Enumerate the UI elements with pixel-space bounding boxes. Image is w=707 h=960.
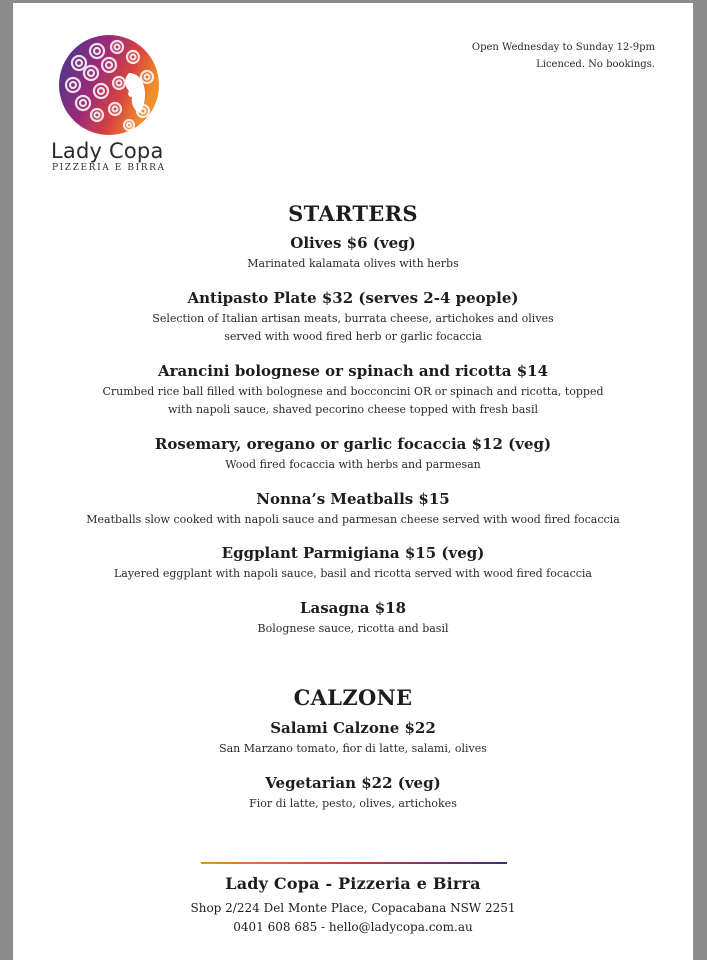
menu-item <box>13 718 693 758</box>
menu-item-desc: Marinated kalamata olives with herbs <box>247 257 459 270</box>
menu-item <box>13 598 693 638</box>
menu-item <box>13 489 693 529</box>
menu-item-title: Antipasto Plate $32 (serves 2-4 people) <box>187 289 519 307</box>
menu-item-desc: Meatballs slow cooked with napoli sauce and parmesan cheese served with wood fired focaccia <box>86 513 620 526</box>
menu-item-desc <box>13 383 693 419</box>
menu-item <box>13 288 693 346</box>
menu-item-desc: Layered eggplant with napoli sauce, basil and ricotta served with wood fired focaccia <box>113 567 592 580</box>
menu-item-desc: Wood fired focaccia with herbs and parmesan <box>225 458 481 471</box>
calzone-heading: CALZONE <box>293 685 413 710</box>
footer-contact[interactable]: 0401 608 685 - hello@ladycopa.com.au <box>233 920 473 934</box>
footer-divider <box>201 862 507 864</box>
menu-item-title: Arancini bolognese or spinach and ricotta $14 <box>158 362 548 380</box>
menu-item <box>13 773 693 813</box>
swirl-circle-logo-icon <box>57 33 161 137</box>
brand-subtitle: PIZZERIA E BIRRA <box>52 163 166 173</box>
opening-hours: Open Wednesday to Sunday 12-9pm <box>471 42 655 53</box>
menu-item-title: Olives $6 (veg) <box>290 234 416 252</box>
footer <box>13 874 693 937</box>
menu-item <box>13 543 693 583</box>
menu-item-title: Nonna’s Meatballs $15 <box>256 490 450 508</box>
menu-item-desc: San Marzano tomato, fior di latte, salami, olives <box>219 742 487 755</box>
menu-item-desc-line: Crumbed rice ball filled with bolognese and bocconcini OR or spinach and ricotta, topped <box>102 385 604 398</box>
starters-heading: STARTERS <box>288 201 418 226</box>
menu-item <box>13 434 693 474</box>
footer-address: Shop 2/224 Del Monte Place, Copacabana NSW 2251 <box>190 901 516 915</box>
footer-name: Lady Copa - Pizzeria e Birra <box>225 874 481 893</box>
menu-item-title: Lasagna $18 <box>299 599 407 617</box>
menu-item-desc: Fior di latte, pesto, olives, artichokes <box>249 797 457 810</box>
menu-item-desc-line: Selection of Italian artisan meats, burrata cheese, artichokes and olives <box>152 312 554 325</box>
brand-logo <box>51 33 191 173</box>
menu-item <box>13 361 693 419</box>
licence-note: Licenced. No bookings. <box>536 59 655 70</box>
menu-item-title: Rosemary, oregano or garlic focaccia $12 (veg) <box>154 435 552 453</box>
brand-name: Lady Copa <box>51 139 164 163</box>
menu-item <box>13 233 693 273</box>
menu-item-desc-line: served with wood fired herb or garlic focaccia <box>224 330 482 343</box>
menu-item-title: Eggplant Parmigiana $15 (veg) <box>221 544 485 562</box>
opening-info <box>472 39 655 73</box>
menu-item-title: Vegetarian $22 (veg) <box>265 774 441 792</box>
menu-item-desc-line: with napoli sauce, shaved pecorino cheese topped with fresh basil <box>168 403 538 416</box>
menu-item-title: Salami Calzone $22 <box>270 719 436 737</box>
menu-page <box>13 3 693 960</box>
menu-item-desc: Bolognese sauce, ricotta and basil <box>257 622 449 635</box>
menu-item-desc <box>13 310 693 346</box>
